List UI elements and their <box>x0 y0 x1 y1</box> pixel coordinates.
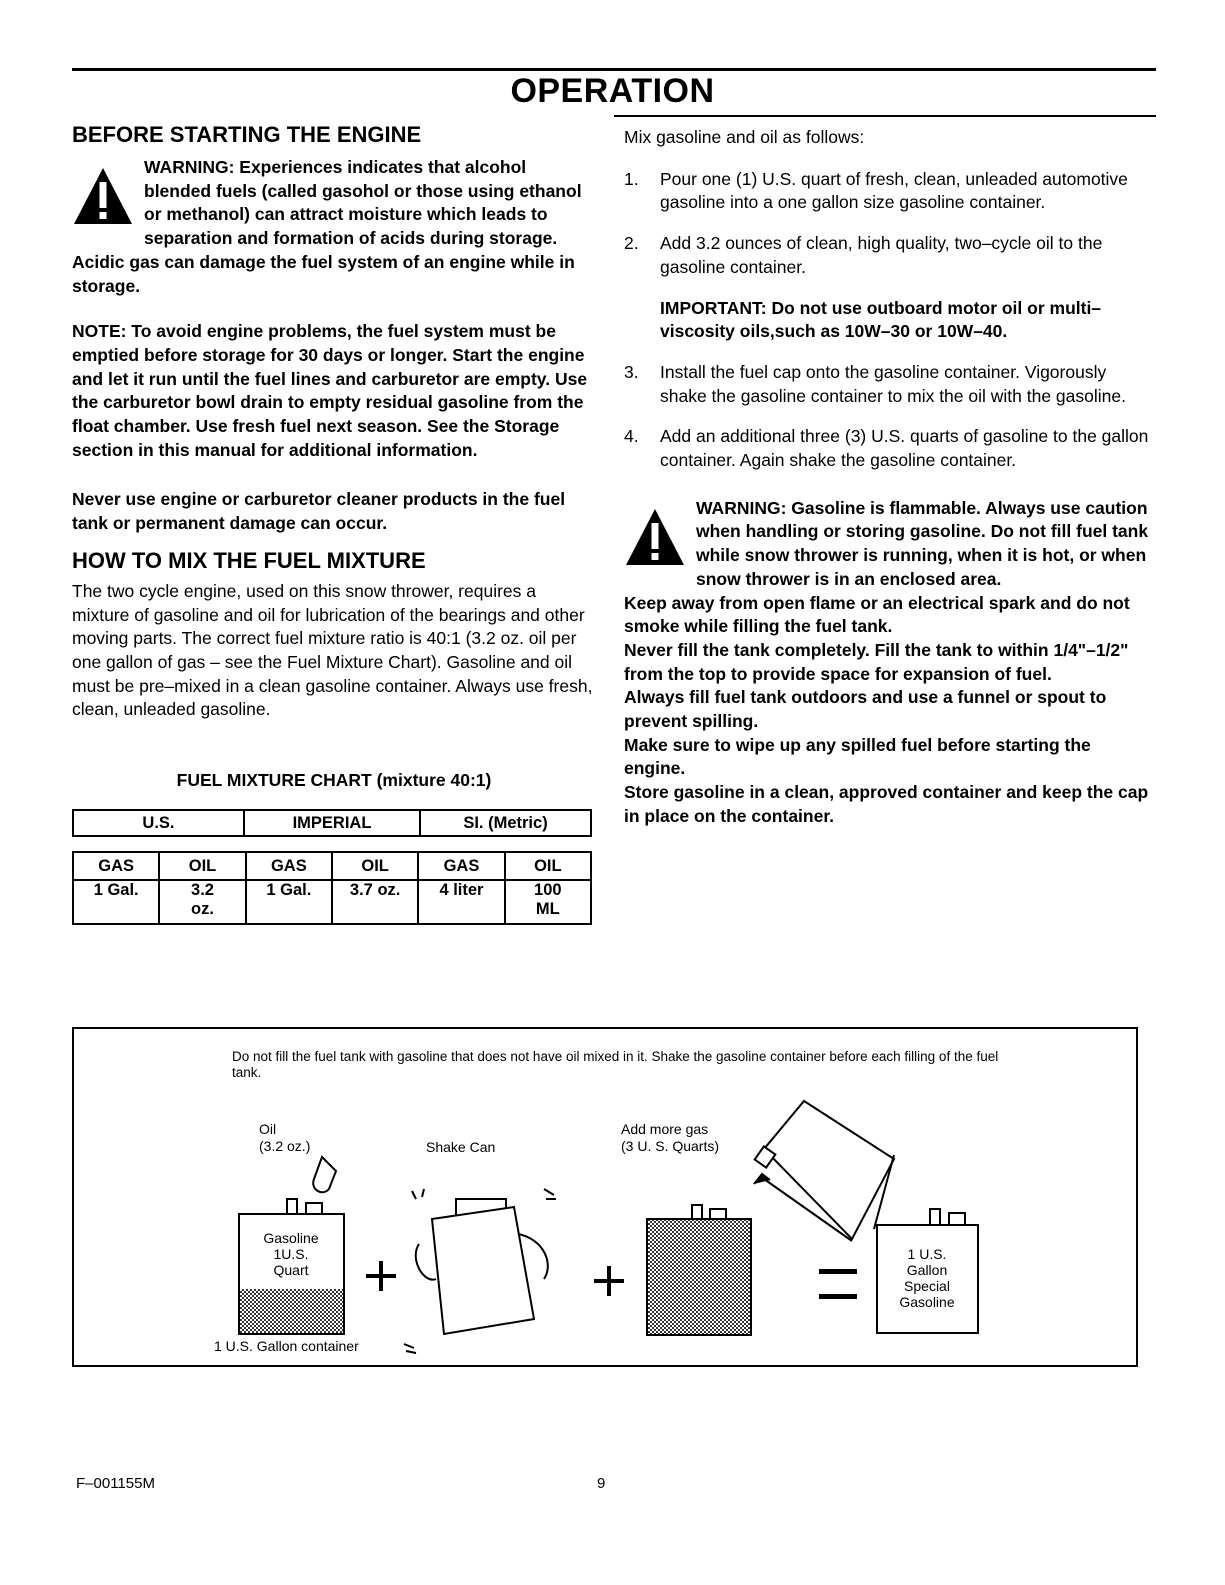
table-row <box>73 880 591 924</box>
cell-gas-us: 1 Gal. <box>73 880 159 924</box>
cell-oil-imp: 3.7 oz. <box>332 880 418 924</box>
right-column <box>624 122 1156 829</box>
gasoline-warning <box>624 497 1156 592</box>
document-code: F–001155M <box>76 1475 155 1492</box>
figure-note: Do not fill the fuel tank with gasoline that does not have oil mixed in it. Shake the gasoline container before each filling of the fuel tank. <box>232 1049 999 1080</box>
oil-label: Oil (3.2 oz.) <box>259 1121 311 1154</box>
list-item: 4. Add an additional three (3) U.S. quarts of gasoline to the gallon container. Again shake the gasoline container. <box>624 426 1149 471</box>
can1-line: Quart <box>273 1262 309 1278</box>
header-subrule <box>614 115 1156 117</box>
cell-oil-si: 100 ML <box>505 880 591 924</box>
plus-icon <box>594 1266 624 1296</box>
mix-steps <box>624 168 1156 473</box>
safety-line: Always fill fuel tank outdoors and use a funnel or spout to prevent spilling. <box>624 687 1107 732</box>
important-note: IMPORTANT: Do not use outboard motor oil or multi–viscosity oils,such as 10W–30 or 10W–40. <box>660 297 1102 342</box>
cleaner-warning: Never use engine or carburetor cleaner products in the fuel tank or permanent damage can occur. <box>72 489 566 534</box>
header-rule <box>72 68 1156 71</box>
cell-gas-si: 4 liter <box>418 880 504 924</box>
group-us: U.S. <box>73 810 244 836</box>
warning-icon <box>624 507 686 569</box>
mix-heading: HOW TO MIX THE FUEL MIXTURE <box>72 547 426 573</box>
safety-line: Store gasoline in a clean, approved container and keep the cap in place on the container. <box>624 782 1149 826</box>
mix-body: The two cycle engine, used on this snow thrower, requires a mixture of gasoline and oil for lubrication of the bearings and other moving parts. The correct fuel mixture ratio is 40:1 (3.2 oz. oil per one gallon of gas – see the Fuel Mixture Chart). Gasoline and oil must be pre–mixed in a clean gasoline container. Always use fresh, clean, unleaded gasoline. <box>72 580 593 720</box>
storage-note: NOTE: To avoid engine problems, the fuel system must be emptied before storage for 30 days or longer. Start the engine and let it run until the fuel lines and carburetor are empty. Use the carburetor bowl drain to empty residual gasoline from the float chamber. Use fresh fuel next season. See the Storage section in this manual for additional information. <box>72 321 588 460</box>
equals-icon <box>819 1269 857 1299</box>
group-metric: SI. (Metric) <box>420 810 591 836</box>
addgas-label: Add more gas (3 U. S. Quarts) <box>621 1121 720 1154</box>
group-imperial: IMPERIAL <box>244 810 420 836</box>
can1-caption: 1 U.S. Gallon container <box>214 1338 359 1354</box>
fuel-mix-figure <box>72 1027 1138 1367</box>
result-line: Special <box>904 1278 950 1294</box>
col-oil-imp: OIL <box>332 852 418 880</box>
can1-line: Gasoline <box>263 1230 319 1246</box>
can1-line: 1U.S. <box>273 1246 309 1262</box>
mix-intro: Mix gasoline and oil as follows: <box>624 127 865 147</box>
list-item: 2. Add 3.2 ounces of clean, high quality, two–cycle oil to the gasoline container. <box>624 233 1103 277</box>
result-line: 1 U.S. <box>907 1246 947 1262</box>
list-item: 3. Install the fuel cap onto the gasoline container. Vigorously shake the gasoline container to mix the oil with the gasoline. <box>624 361 1126 406</box>
shaking-can-icon <box>404 1189 556 1353</box>
safety-line: Keep away from open flame or an electrical spark and do not smoke while filling the fuel tank. <box>624 592 1130 637</box>
left-column <box>72 122 596 925</box>
page-number: 9 <box>597 1475 606 1492</box>
mix-illustration <box>74 1029 1135 1364</box>
safety-line: Never fill the tank completely. Fill the tank to within 1/4"–1/2" from the top to provide space for expansion of fuel. <box>624 639 1129 684</box>
fuel-group-table <box>72 809 592 837</box>
safety-line: Make sure to wipe up any spilled fuel before starting the engine. <box>624 734 1091 779</box>
result-line: Gasoline <box>899 1294 955 1310</box>
oil-bottle-icon <box>313 1157 336 1192</box>
table-header-row <box>73 852 591 880</box>
col-oil-us: OIL <box>159 852 245 880</box>
gas-can-icon <box>647 1205 751 1335</box>
cell-gas-imp: 1 Gal. <box>246 880 332 924</box>
chart-title: FUEL MIXTURE CHART (mixture 40:1) <box>176 770 492 791</box>
plus-icon <box>366 1261 396 1291</box>
page-title: OPERATION <box>510 72 715 110</box>
fuel-mixture-table <box>72 851 592 925</box>
col-oil-si: OIL <box>505 852 591 880</box>
col-gas-us: GAS <box>73 852 159 880</box>
alcohol-warning <box>72 156 596 298</box>
before-starting-heading: BEFORE STARTING THE ENGINE <box>72 122 422 147</box>
list-item: 1. Pour one (1) U.S. quart of fresh, clean, unleaded automotive gasoline into a one gallon size gasoline container. <box>624 168 1128 213</box>
cell-oil-us: 3.2 oz. <box>159 880 245 924</box>
alcohol-warning-text: WARNING: Experiences indicates that alcohol blended fuels (called gasohol or those using ethanol or methanol) can attract moisture which leads to separation and formation of acids during storage. Acidic gas can damage the fuel system of an engine while in storage. <box>72 157 582 296</box>
gasoline-warning-text: WARNING: Gasoline is flammable. Always use caution when handling or storing gasoline. Do not fill fuel tank while snow thrower is running, when it is hot, or when snow thrower is in an enclosed area. <box>696 497 1149 589</box>
col-gas-imp: GAS <box>246 852 332 880</box>
result-line: Gallon <box>906 1262 948 1278</box>
shake-label: Shake Can <box>426 1139 496 1155</box>
col-gas-si: GAS <box>418 852 504 880</box>
warning-icon <box>72 166 134 228</box>
tilted-can-icon <box>754 1101 894 1241</box>
